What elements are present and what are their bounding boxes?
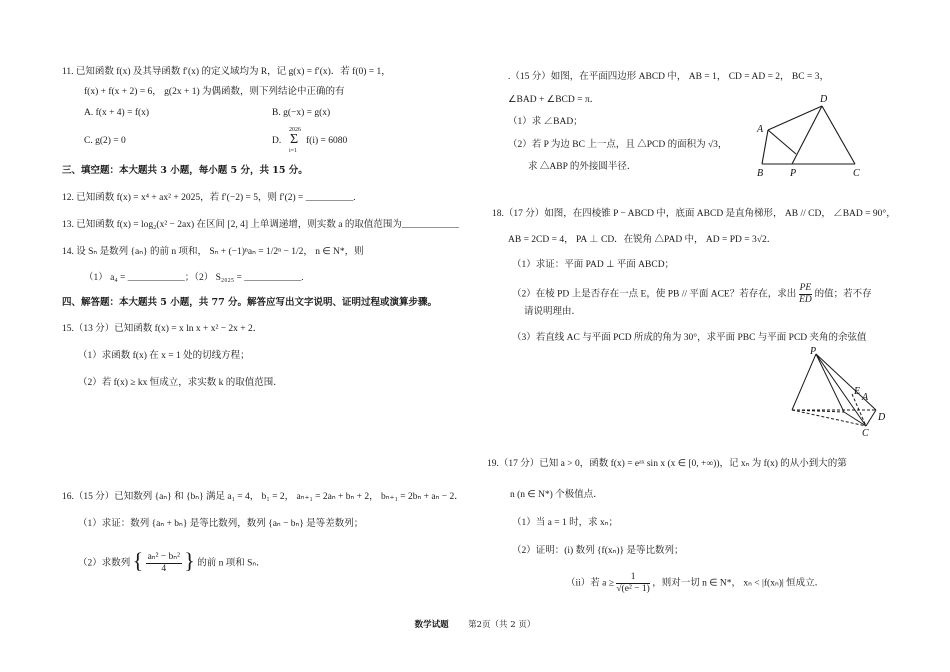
segment-ab — [762, 130, 768, 164]
q16-brace-left: { — [132, 548, 144, 574]
q11-sum-sigma: Σ — [290, 132, 299, 147]
section-4-heading: 四、解答题：本大题共 5 小题，共 77 分。解答应写出文字说明、证明过程或演算步骤。 — [62, 297, 438, 308]
q18-part2b: 请说明理由． — [524, 307, 582, 317]
q17-part2: （2）若 P 为边 BC 上一点，且 △PCD 的面积为 √3， — [508, 140, 728, 150]
q18-part3: （3）若直线 AC 与平面 PCD 所成的角为 30°，求平面 PBC 与平面 PCD 夹角的余弦值 — [512, 333, 867, 343]
fig17-label-c: C — [853, 168, 860, 179]
q18-part2 — [512, 283, 872, 306]
q16-part2-prefix: （2）求数列 — [78, 558, 131, 569]
q18-part2-text: （2）在棱 PD 上是否存在一点 E，使 PB // 平面 ACE？若存在，求出 — [512, 289, 797, 300]
q13: 13. 已知函数 f(x) = log₂(x² − 2ax) 在区间 [2, 4] 上单调递增，则实数 a 的取值范围为____________ — [62, 220, 459, 230]
segment-dp — [792, 106, 822, 164]
q19-stem-line1: 19.（17 分）已知 a > 0，函数 f(x) = eᵃˣ sin x (x ∈ [0, +∞))，记 xₙ 为 f(x) 的从小到大的第 — [487, 459, 847, 469]
fig18-label-c: C — [862, 428, 869, 439]
q11-option-a: A. f(x + 4) = f(x) — [84, 108, 150, 118]
fig17-label-b: B — [757, 168, 764, 179]
q19-fraction-denominator: √(e² − 1) — [616, 583, 650, 594]
edge-cd — [866, 410, 876, 426]
q18-stem-line1: 18.（17 分）如图，在四棱锥 P − ABCD 中，底面 ABCD 是直角梯形， AB // CD， ∠BAD = 90°， — [492, 209, 896, 219]
q17-stem-line1: .（15 分）如图，在平面四边形 ABCD 中， AB = 1， CD = AD = 2， BC = 3， — [508, 72, 829, 82]
q18-fraction — [799, 283, 813, 306]
q16-fraction-denominator: 4 — [161, 563, 167, 574]
q19-fraction — [616, 572, 649, 595]
edge-pb — [816, 354, 844, 412]
q17-part1: （1）求 ∠BAD； — [508, 117, 583, 127]
q18-part1: （1）求证：平面 PAD ⊥ 平面 ABCD； — [512, 260, 675, 270]
q18-part2-suffix: 的值；若不存 — [814, 289, 872, 300]
page-footer — [0, 621, 950, 631]
q19-part2: （2）证明：(i) 数列 {f(xₙ)} 是等比数列； — [512, 546, 684, 556]
q15-stem: 15.（13 分）已知函数 f(x) = x ln x + x² − 2x + 2． — [62, 324, 263, 334]
fig18-label-e: E — [854, 386, 861, 397]
fig17-label-d: D — [820, 94, 828, 105]
q16-part1: （1）求证：数列 {aₙ + bₙ} 是等比数列，数列 {aₙ − bₙ} 是等差数列； — [78, 519, 364, 529]
q17-part2b: 求 △ABP 的外接圆半径． — [528, 162, 637, 172]
q11-sum-upper: 2026 — [289, 127, 301, 133]
fig17-label-p: P — [790, 168, 797, 179]
q11-option-c: C. g(2) = 0 — [84, 136, 126, 146]
q11-option-d-label: D. — [272, 136, 282, 146]
q18-stem-line2: AB = 2CD = 4， PA ⊥ CD．在锐角 △PAD 中， AD = PD = 3√2． — [508, 235, 777, 245]
q14-stem: 14. 设 Sₙ 是数列 {aₙ} 的前 n 项和， Sₙ + (−1)ⁿaₙ = 1/2ⁿ − 1/2， n ∈ N*，则 — [62, 247, 364, 257]
q11-sum-body: f(i) = 6080 — [306, 136, 348, 146]
q15-part2: （2）若 f(x) ≥ kx 恒成立，求实数 k 的取值范围． — [78, 378, 283, 388]
q12: 12. 已知函数 f(x) = x⁴ + ax² + 2025，若 f′(−2) = 5，则 f′(2) = __________. — [62, 193, 356, 203]
q11-stem-line2: f(x) + f(x + 2) = 6， g(2x + 1) 为偶函数，则下列结论中正确的有 — [84, 87, 345, 97]
q15-part1: （1）求函数 f(x) 在 x = 1 处的切线方程； — [78, 351, 250, 361]
q17-stem-line2: ∠BAD + ∠BCD = π． — [508, 95, 600, 105]
edge-pa — [792, 354, 816, 410]
q11-option-b: B. g(−x) = g(x) — [272, 108, 331, 118]
q16-fraction-numerator: aₙ² − bₙ² — [147, 552, 180, 562]
q16-part2-suffix: 的前 n 项和 Sₙ． — [197, 558, 266, 569]
fig18-label-a: A — [862, 392, 869, 403]
q18-fraction-numerator: PE — [799, 283, 812, 293]
q19-stem-line2: n (n ∈ N*) 个极值点． — [510, 490, 603, 500]
q19-part3 — [566, 572, 824, 595]
q19-fraction-numerator: 1 — [616, 572, 649, 584]
q16-fraction — [146, 552, 182, 575]
q19-part3-prefix: （ii）若 a ≥ — [566, 578, 614, 589]
segment-dc — [822, 106, 855, 164]
fig18-label-d: D — [878, 412, 886, 423]
footer-subject: 数学试题 — [414, 620, 449, 630]
fig18-label-p: P — [810, 346, 817, 357]
q11-sum-lower: i=1 — [289, 148, 298, 154]
segment-ap — [768, 130, 796, 154]
q16-part2 — [78, 548, 266, 575]
q11-stem-line1: 11. 已知函数 f(x) 及其导函数 f′(x) 的定义域均为 R，记 g(x) = f′(x)．若 f(0) = 1， — [62, 67, 391, 77]
q17-figure — [740, 92, 870, 182]
q16-stem: 16.（15 分）已知数列 {aₙ} 和 {bₙ} 满足 a₁ = 4， b₁ = 2， aₙ₊₁ = 2aₙ + bₙ + 2， bₙ₊₁ = 2bₙ + aₙ − 2． — [62, 492, 464, 502]
q16-brace-right: } — [184, 548, 195, 574]
q18-figure — [782, 348, 892, 438]
q19-part1: （1）当 a = 1 时，求 xₙ； — [512, 518, 618, 528]
fig17-label-a: A — [757, 124, 764, 135]
edge-ac — [792, 410, 866, 426]
q18-fraction-denominator: ED — [799, 294, 812, 305]
q14-parts: （1） a₄ = ____________；（2） S₂₀₂₅ = ____________. — [84, 273, 304, 283]
segment-ad — [768, 106, 822, 130]
q19-part3-suffix: ，则对一切 n ∈ N*， xₙ < |f(xₙ)| 恒成立． — [652, 578, 825, 589]
footer-page-number: 第2页（共 2 页） — [468, 620, 536, 630]
section-3-heading: 三、填空题：本大题共 3 小题，每小题 5 分，共 15 分。 — [62, 165, 308, 176]
